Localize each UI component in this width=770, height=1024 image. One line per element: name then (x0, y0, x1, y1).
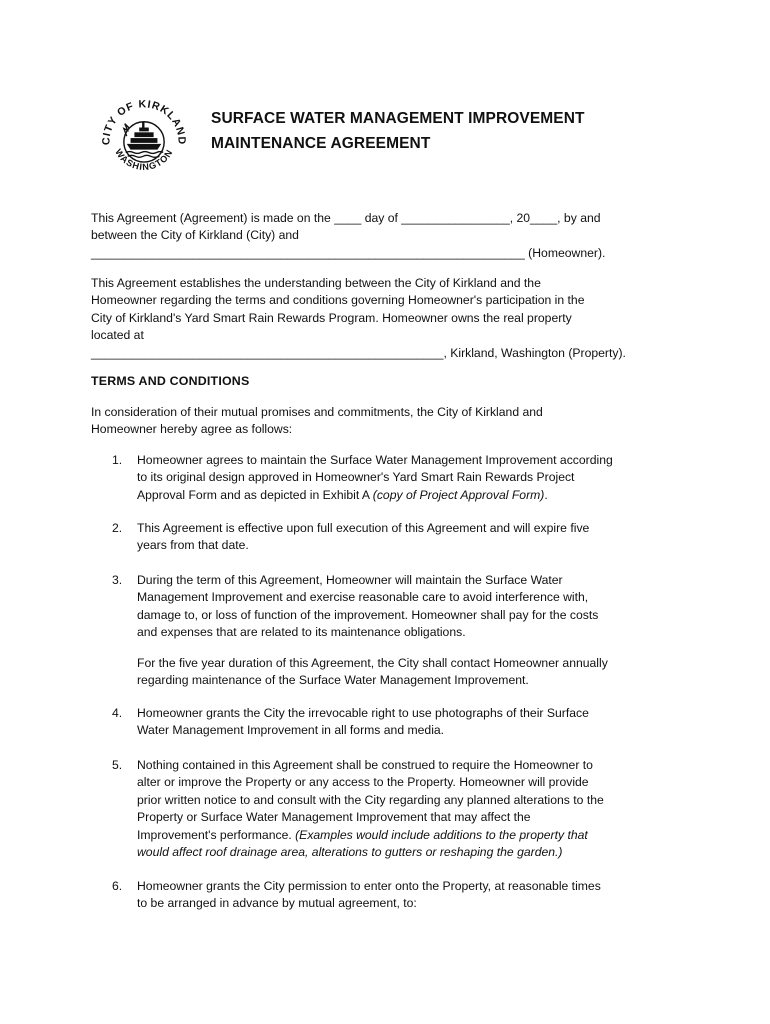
item-line: For the five year duration of this Agreement, the City shall contact Homeowner annually (137, 655, 608, 670)
establish-line: This Agreement establishes the understanding between the City of Kirkland and the (91, 276, 541, 290)
ferry-boat-icon (124, 122, 164, 162)
item-line: Homeowner grants the City the irrevocable right to use photographs of their Surface (137, 706, 589, 720)
establish-line: City of Kirkland's Yard Smart Rain Rewards Program. Homeowner owns the real property (91, 310, 572, 325)
establish-line: Homeowner regarding the terms and conditions governing Homeowner's participation in the (91, 293, 585, 308)
item-line: Water Management Improvement in all forms and media. (137, 723, 445, 738)
list-item (112, 520, 692, 555)
item-line: years from that date. (137, 538, 249, 553)
item-italic-text: would affect roof drainage area, alterations to gutters or reshaping the garden.) (137, 845, 563, 860)
terms-heading: TERMS AND CONDITIONS (91, 374, 250, 388)
property-blank-line: ____________________________________________________, Kirkland, Washington (Property). (91, 345, 626, 360)
intro-line: between the City of Kirkland (City) and (91, 228, 299, 243)
item-text: Improvement's performance. (137, 827, 296, 842)
seal-text-top: CITY OF KIRKLAND (100, 98, 188, 146)
item-line: Nothing contained in this Agreement shall be construed to require the Homeowner to (137, 758, 593, 772)
item-line: regarding maintenance of the Surface Water Management Improvement. (137, 673, 529, 688)
consideration-line: Homeowner hereby agree as follows: (91, 422, 293, 437)
item-line (137, 844, 692, 861)
item-line: damage to, or loss of function of the improvement. Homeowner shall pay for the costs (137, 607, 599, 622)
item-italic-text: (Examples would include additions to the property that (295, 827, 588, 842)
homeowner-blank-line: ________________________________________________________________ (Homeowner). (91, 245, 606, 260)
document-title (211, 106, 585, 156)
item-text: Approval Form and as depicted in Exhibit A (137, 487, 373, 502)
intro-paragraph (91, 210, 691, 262)
city-of-kirkland-seal-logo (96, 92, 192, 188)
item-line: Homeowner agrees to maintain the Surface Water Management Improvement according (137, 453, 613, 467)
item-line: Management Improvement and exercise reasonable care to avoid interference with, (137, 590, 589, 605)
seal-text-bottom: WASHINGTON (113, 147, 175, 173)
list-item (112, 757, 692, 861)
list-item (112, 452, 692, 504)
consideration-paragraph (91, 404, 691, 439)
item-line: to its original design approved in Homeowner's Yard Smart Rain Rewards Project (137, 470, 575, 485)
item-line (137, 487, 692, 504)
item-number: 5. (112, 758, 123, 772)
item-line: alter or improve the Property or any access to the Property. Homeowner will provide (137, 775, 589, 790)
title-line: SURFACE WATER MANAGEMENT IMPROVEMENT (211, 110, 585, 127)
item-line: During the term of this Agreement, Homeowner will maintain the Surface Water (137, 573, 563, 587)
title-line: MAINTENANCE AGREEMENT (211, 135, 431, 152)
item-line: This Agreement is effective upon full execution of this Agreement and will expire five (137, 521, 590, 535)
item-text: . (544, 487, 548, 502)
item-line: prior written notice to and consult with the City regarding any planned alterations to the (137, 792, 604, 807)
intro-line: This Agreement (Agreement) is made on the ____ day of ________________, 20____, by and (91, 211, 601, 225)
list-item (112, 705, 692, 740)
item-italic-text: (copy of Project Approval Form) (372, 487, 545, 502)
establish-paragraph (91, 275, 691, 362)
item-subparagraph (137, 655, 692, 690)
item-number: 6. (112, 879, 123, 893)
item-line (137, 827, 692, 844)
item-line: Property or Surface Water Management Improvement that may affect the (137, 810, 531, 825)
item-number: 3. (112, 573, 123, 587)
item-line: Homeowner grants the City permission to enter onto the Property, at reasonable times (137, 879, 601, 893)
item-number: 4. (112, 706, 123, 720)
item-line: to be arranged in advance by mutual agreement, to: (137, 896, 417, 911)
list-item (112, 878, 692, 913)
item-number: 1. (112, 453, 123, 467)
item-number: 2. (112, 521, 123, 535)
establish-line: located at (91, 328, 144, 343)
list-item (112, 572, 692, 689)
consideration-line: In consideration of their mutual promises and commitments, the City of Kirkland and (91, 405, 543, 419)
item-line: and expenses that are related to its maintenance obligations. (137, 625, 466, 640)
